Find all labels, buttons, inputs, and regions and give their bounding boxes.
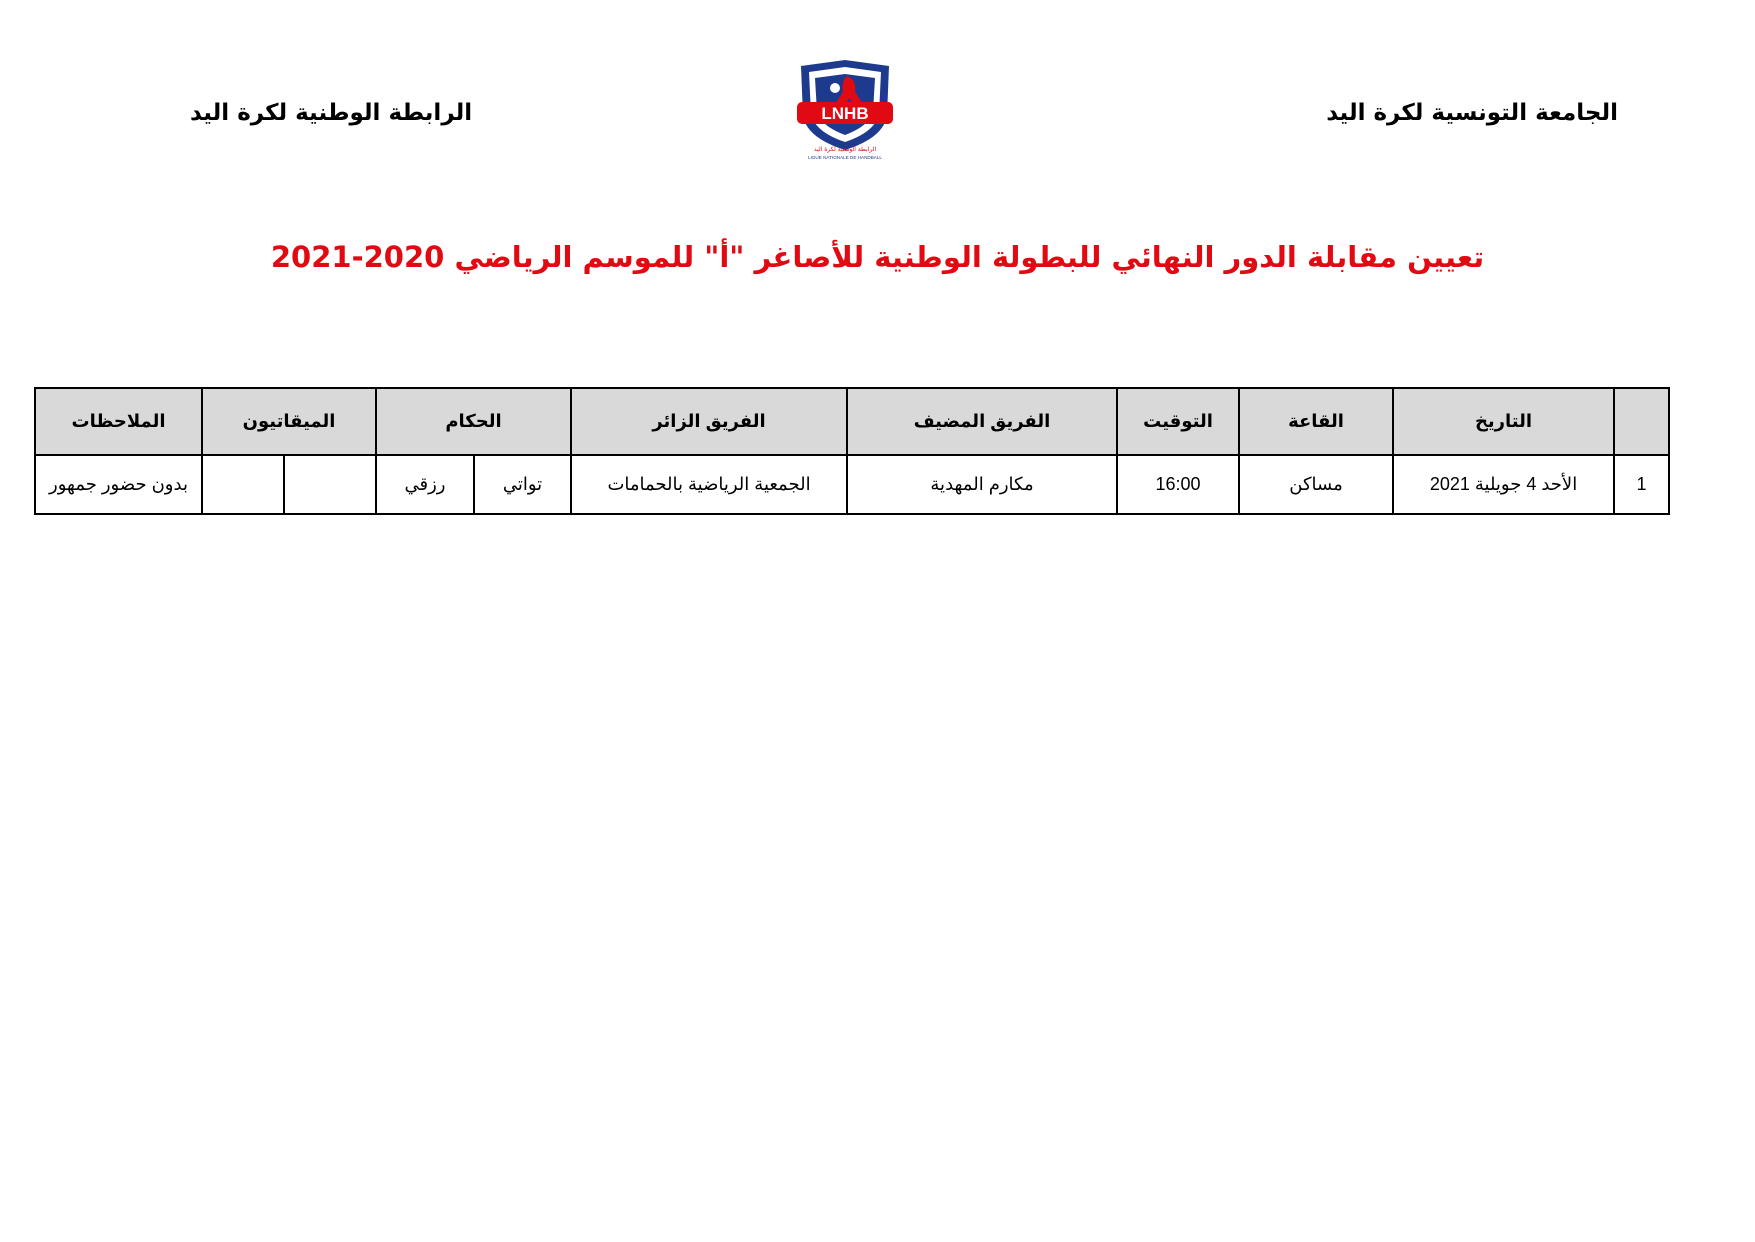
federation-name: الجامعة التونسية لكرة اليد xyxy=(1326,100,1618,126)
header-home-team: الفريق المضيف xyxy=(847,388,1117,455)
cell-timekeeper-2 xyxy=(202,455,284,514)
league-name: الرابطة الوطنية لكرة اليد xyxy=(190,100,473,126)
logo-acronym: LNHB xyxy=(821,104,869,123)
document-title: تعيين مقابلة الدور النهائي للبطولة الوطنية للأصاغر "أ" للموسم الرياضي 2020-2021 xyxy=(270,240,1485,274)
cell-timekeeper-1 xyxy=(284,455,376,514)
logo-subtitle-ar: الرابطة الوطنية لكرة اليد xyxy=(813,146,877,153)
cell-referee-2: رزقي xyxy=(376,455,474,514)
table-row xyxy=(35,455,1669,514)
header-notes: الملاحظات xyxy=(35,388,202,455)
logo-subtitle-fr: LIGUE NATIONALE DE HANDBALL xyxy=(808,155,882,160)
header-timekeepers: الميقاتيون xyxy=(202,388,376,455)
header-time: التوقيت xyxy=(1117,388,1239,455)
header-hall: القاعة xyxy=(1239,388,1393,455)
lnhb-logo xyxy=(785,58,905,162)
header-number xyxy=(1614,388,1669,455)
match-assignment-table xyxy=(34,387,1670,515)
cell-date: الأحد 4 جويلية 2021 xyxy=(1393,455,1614,514)
cell-hall: مساكن xyxy=(1239,455,1393,514)
header-date: التاريخ xyxy=(1393,388,1614,455)
cell-time: 16:00 xyxy=(1117,455,1239,514)
cell-away-team: الجمعية الرياضية بالحمامات xyxy=(571,455,847,514)
table-header-row xyxy=(35,388,1669,455)
cell-referee-1: تواتي xyxy=(474,455,571,514)
cell-home-team: مكارم المهدية xyxy=(847,455,1117,514)
header-away-team: الفريق الزائر xyxy=(571,388,847,455)
cell-notes: بدون حضور جمهور xyxy=(35,455,202,514)
header-referees: الحكام xyxy=(376,388,571,455)
cell-number: 1 xyxy=(1614,455,1669,514)
